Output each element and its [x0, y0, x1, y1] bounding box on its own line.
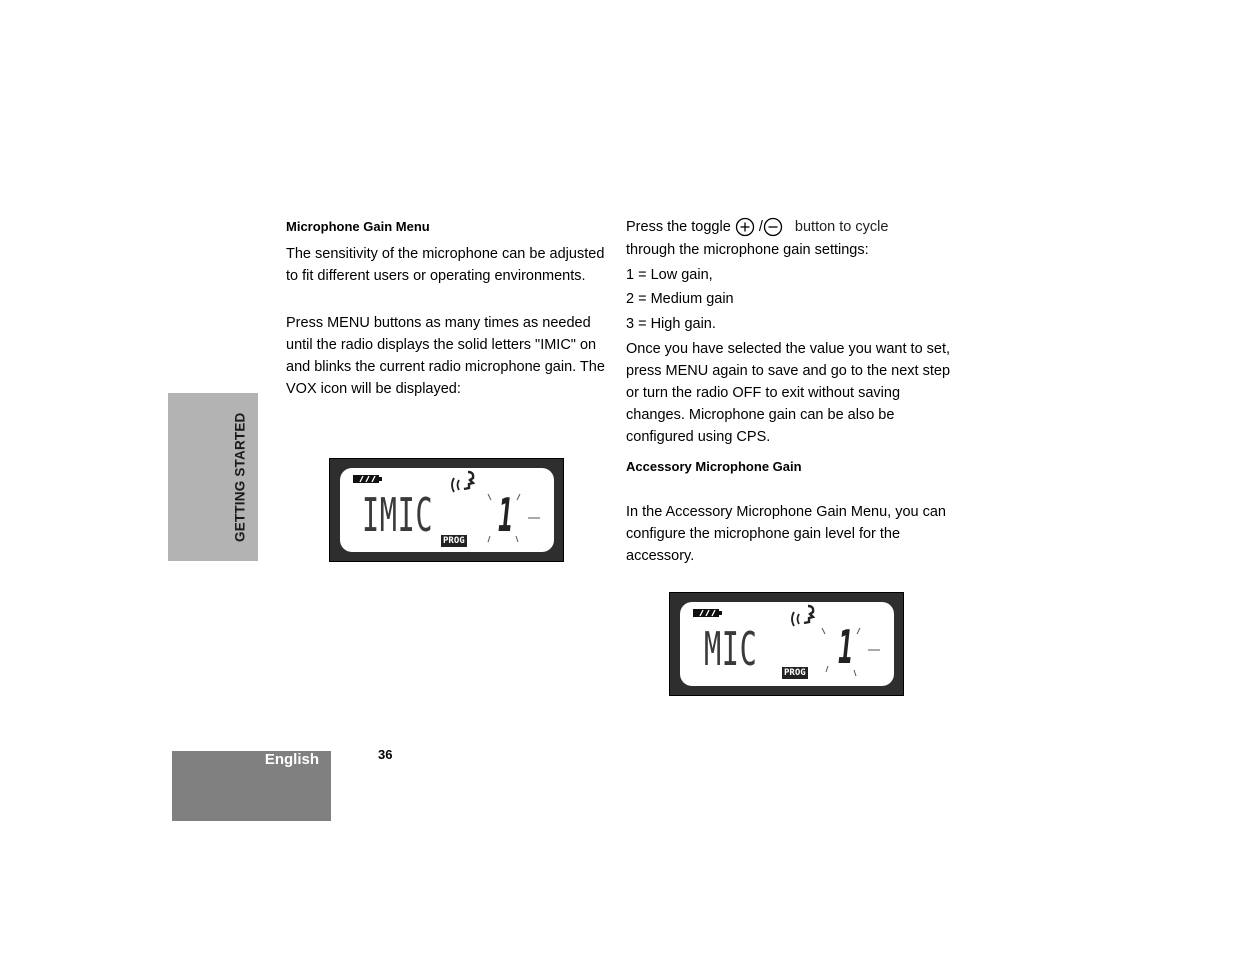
gain-high: 3 = High gain.	[626, 316, 716, 332]
vox-icon	[788, 602, 822, 632]
save-paragraph: Once you have selected the value you want to set, press MENU again to save and go to the next step or turn the radio OFF to exit without saving changes. Microphone gain can be also be configured using CPS.	[626, 341, 951, 445]
accessory-paragraph: In the Accessory Microphone Gain Menu, you can configure the microphone gain level for the accessory.	[626, 504, 946, 564]
toggle-suffix: button to cycle	[794, 219, 889, 235]
language-tab	[172, 751, 331, 821]
intro-paragraph: The sensitivity of the microphone can be adjusted to fit different users or operating environments.	[286, 246, 605, 284]
lcd-text: MIC	[704, 622, 758, 676]
language-label: English	[264, 751, 319, 768]
page-number: 36	[378, 747, 393, 762]
side-tab	[168, 393, 258, 561]
radio-display-mic	[669, 592, 904, 696]
battery-icon	[352, 473, 384, 485]
gain-digit: 1	[498, 488, 514, 542]
toggle-prefix: Press the toggle	[626, 219, 731, 235]
gain-low: 1 = Low gain,	[626, 267, 713, 283]
gain-medium: 2 = Medium gain	[626, 291, 734, 307]
minus-circle-icon	[763, 217, 783, 237]
prog-badge: PROG	[443, 536, 465, 546]
prog-badge: PROG	[784, 668, 806, 678]
lcd-screen	[680, 602, 894, 686]
toggle-line-2: through the microphone gain settings:	[626, 242, 869, 258]
battery-icon	[692, 607, 724, 619]
lcd-screen	[340, 468, 554, 552]
toggle-separator: /	[758, 219, 763, 235]
instruction-paragraph: Press MENU buttons as many times as needed until the radio displays the solid letters "IMIC" on and blinks the current radio microphone gain. The VOX icon will be displayed:	[286, 315, 605, 397]
lcd-text: IMIC	[362, 488, 434, 542]
plus-circle-icon	[735, 217, 755, 237]
side-tab-label: GETTING STARTED	[232, 412, 248, 542]
vox-icon	[448, 468, 482, 498]
toggle-line	[626, 216, 956, 238]
gain-digit: 1	[838, 620, 854, 674]
radio-display-imic	[329, 458, 564, 562]
section-heading: Microphone Gain Menu	[286, 219, 430, 234]
accessory-heading: Accessory Microphone Gain	[626, 459, 802, 474]
